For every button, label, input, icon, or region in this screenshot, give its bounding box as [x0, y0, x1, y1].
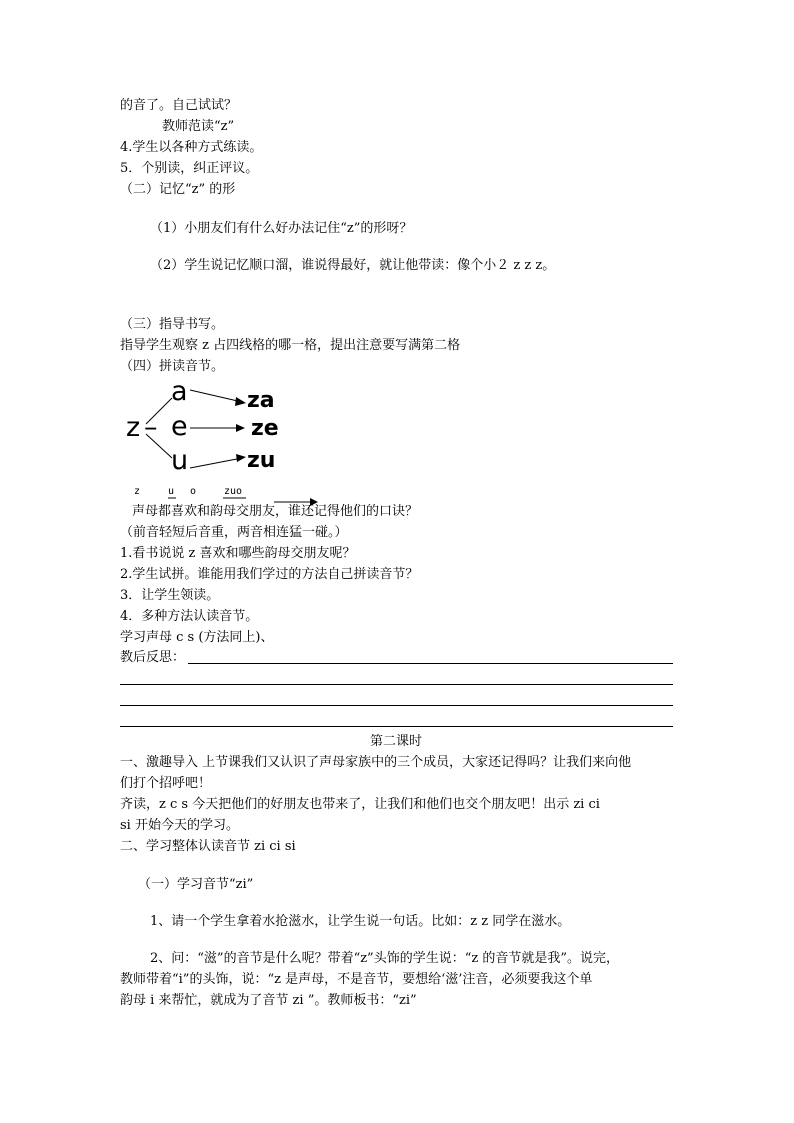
tiny-letter: zuo [224, 486, 243, 497]
text-line: 一、激趣导入 上节课我们又认识了声母家族中的三个成员，大家还记得吗？让我们来向他 [120, 755, 632, 770]
text-line: 1、请一个学生拿着水抢滋水，让学生说一句话。比如：z z 同学在滋水。 [150, 914, 571, 929]
text-line: 5．个别读，纠正评议。 [120, 161, 259, 176]
tiny-letter: u [168, 486, 175, 497]
syllable-result: za [247, 388, 275, 413]
reflection-line [120, 684, 673, 685]
tiny-letter: o [190, 486, 197, 497]
final-letter: u [171, 445, 189, 476]
text-line: 声母都喜欢和韵母交朋友，谁还记得他们的口诀？ [132, 504, 419, 519]
text-line: 们打个招呼吧！ [120, 776, 212, 791]
text-line: 2.学生试拼。谁能用我们学过的方法自己拼读音节？ [120, 567, 419, 582]
text-line: 4．多种方法认读音节。 [120, 609, 259, 624]
tiny-letter: z [134, 486, 141, 497]
final-letter: e [171, 411, 188, 442]
reflection-line [120, 705, 673, 706]
text-line: 1.看书说说 z 喜欢和哪些韵母交朋友呢？ [120, 546, 356, 561]
text-line: 齐读，z c s 今天把他们的好朋友也带来了，让我们和他们也交个朋友吧！出示 zi ci [120, 797, 600, 812]
text-line: 教师范读“z” [162, 119, 235, 134]
text-line: （2）学生说记忆顺口溜，谁说得最好，就让他带读：像个小２ z z z。 [150, 258, 556, 273]
syllable-result: zu [247, 448, 276, 473]
connector-dash: – [144, 412, 158, 443]
text-line: 指导学生观察 z 占四线格的哪一格，提出注意要写满第二格 [120, 338, 461, 353]
section-heading: （四）拼读音节。 [120, 359, 225, 374]
text-line: 学习声母 c s (方法同上)、 [120, 630, 274, 645]
text-line: 4.学生以各种方式练读。 [120, 140, 263, 155]
text-line: 2、问：“滋”的音节是什么呢？带着“z”头饰的学生说：“z 的音节就是我”。说完， [150, 951, 619, 966]
reflection-line [120, 726, 673, 727]
section-heading: （一）学习音节“zi” [138, 877, 254, 892]
text-line: 韵母 i 来帮忙，就成为了音节 zi ”。教师板书：“zi” [120, 993, 417, 1008]
reflection-line [188, 663, 673, 664]
initial-letter: z [126, 412, 141, 443]
text-line: si 开始今天的学习。 [120, 818, 239, 833]
final-letter: a [171, 376, 188, 407]
reflection-label: 教后反思： [120, 650, 186, 665]
page-title: 第二课时 [370, 734, 423, 749]
text-line: 的音了。自己试试？ [120, 98, 238, 113]
text-line: 3．让学生领读。 [120, 588, 220, 603]
section-heading: 二、学习整体认读音节 zi ci si [120, 839, 296, 854]
text-line: （前音轻短后音重，两音相连猛一碰。） [120, 525, 348, 540]
section-heading: （二）记忆“z” 的形 [120, 182, 236, 197]
syllable-result: ze [251, 416, 279, 441]
section-heading: （三）指导书写。 [120, 317, 225, 332]
text-line: 教师带着“i”的头饰，说：“z 是声母，不是音节，要想给‘滋’注音，必须要我这个单 [120, 972, 593, 987]
text-line: （1）小朋友们有什么好办法记住“z”的形呀？ [150, 221, 413, 236]
